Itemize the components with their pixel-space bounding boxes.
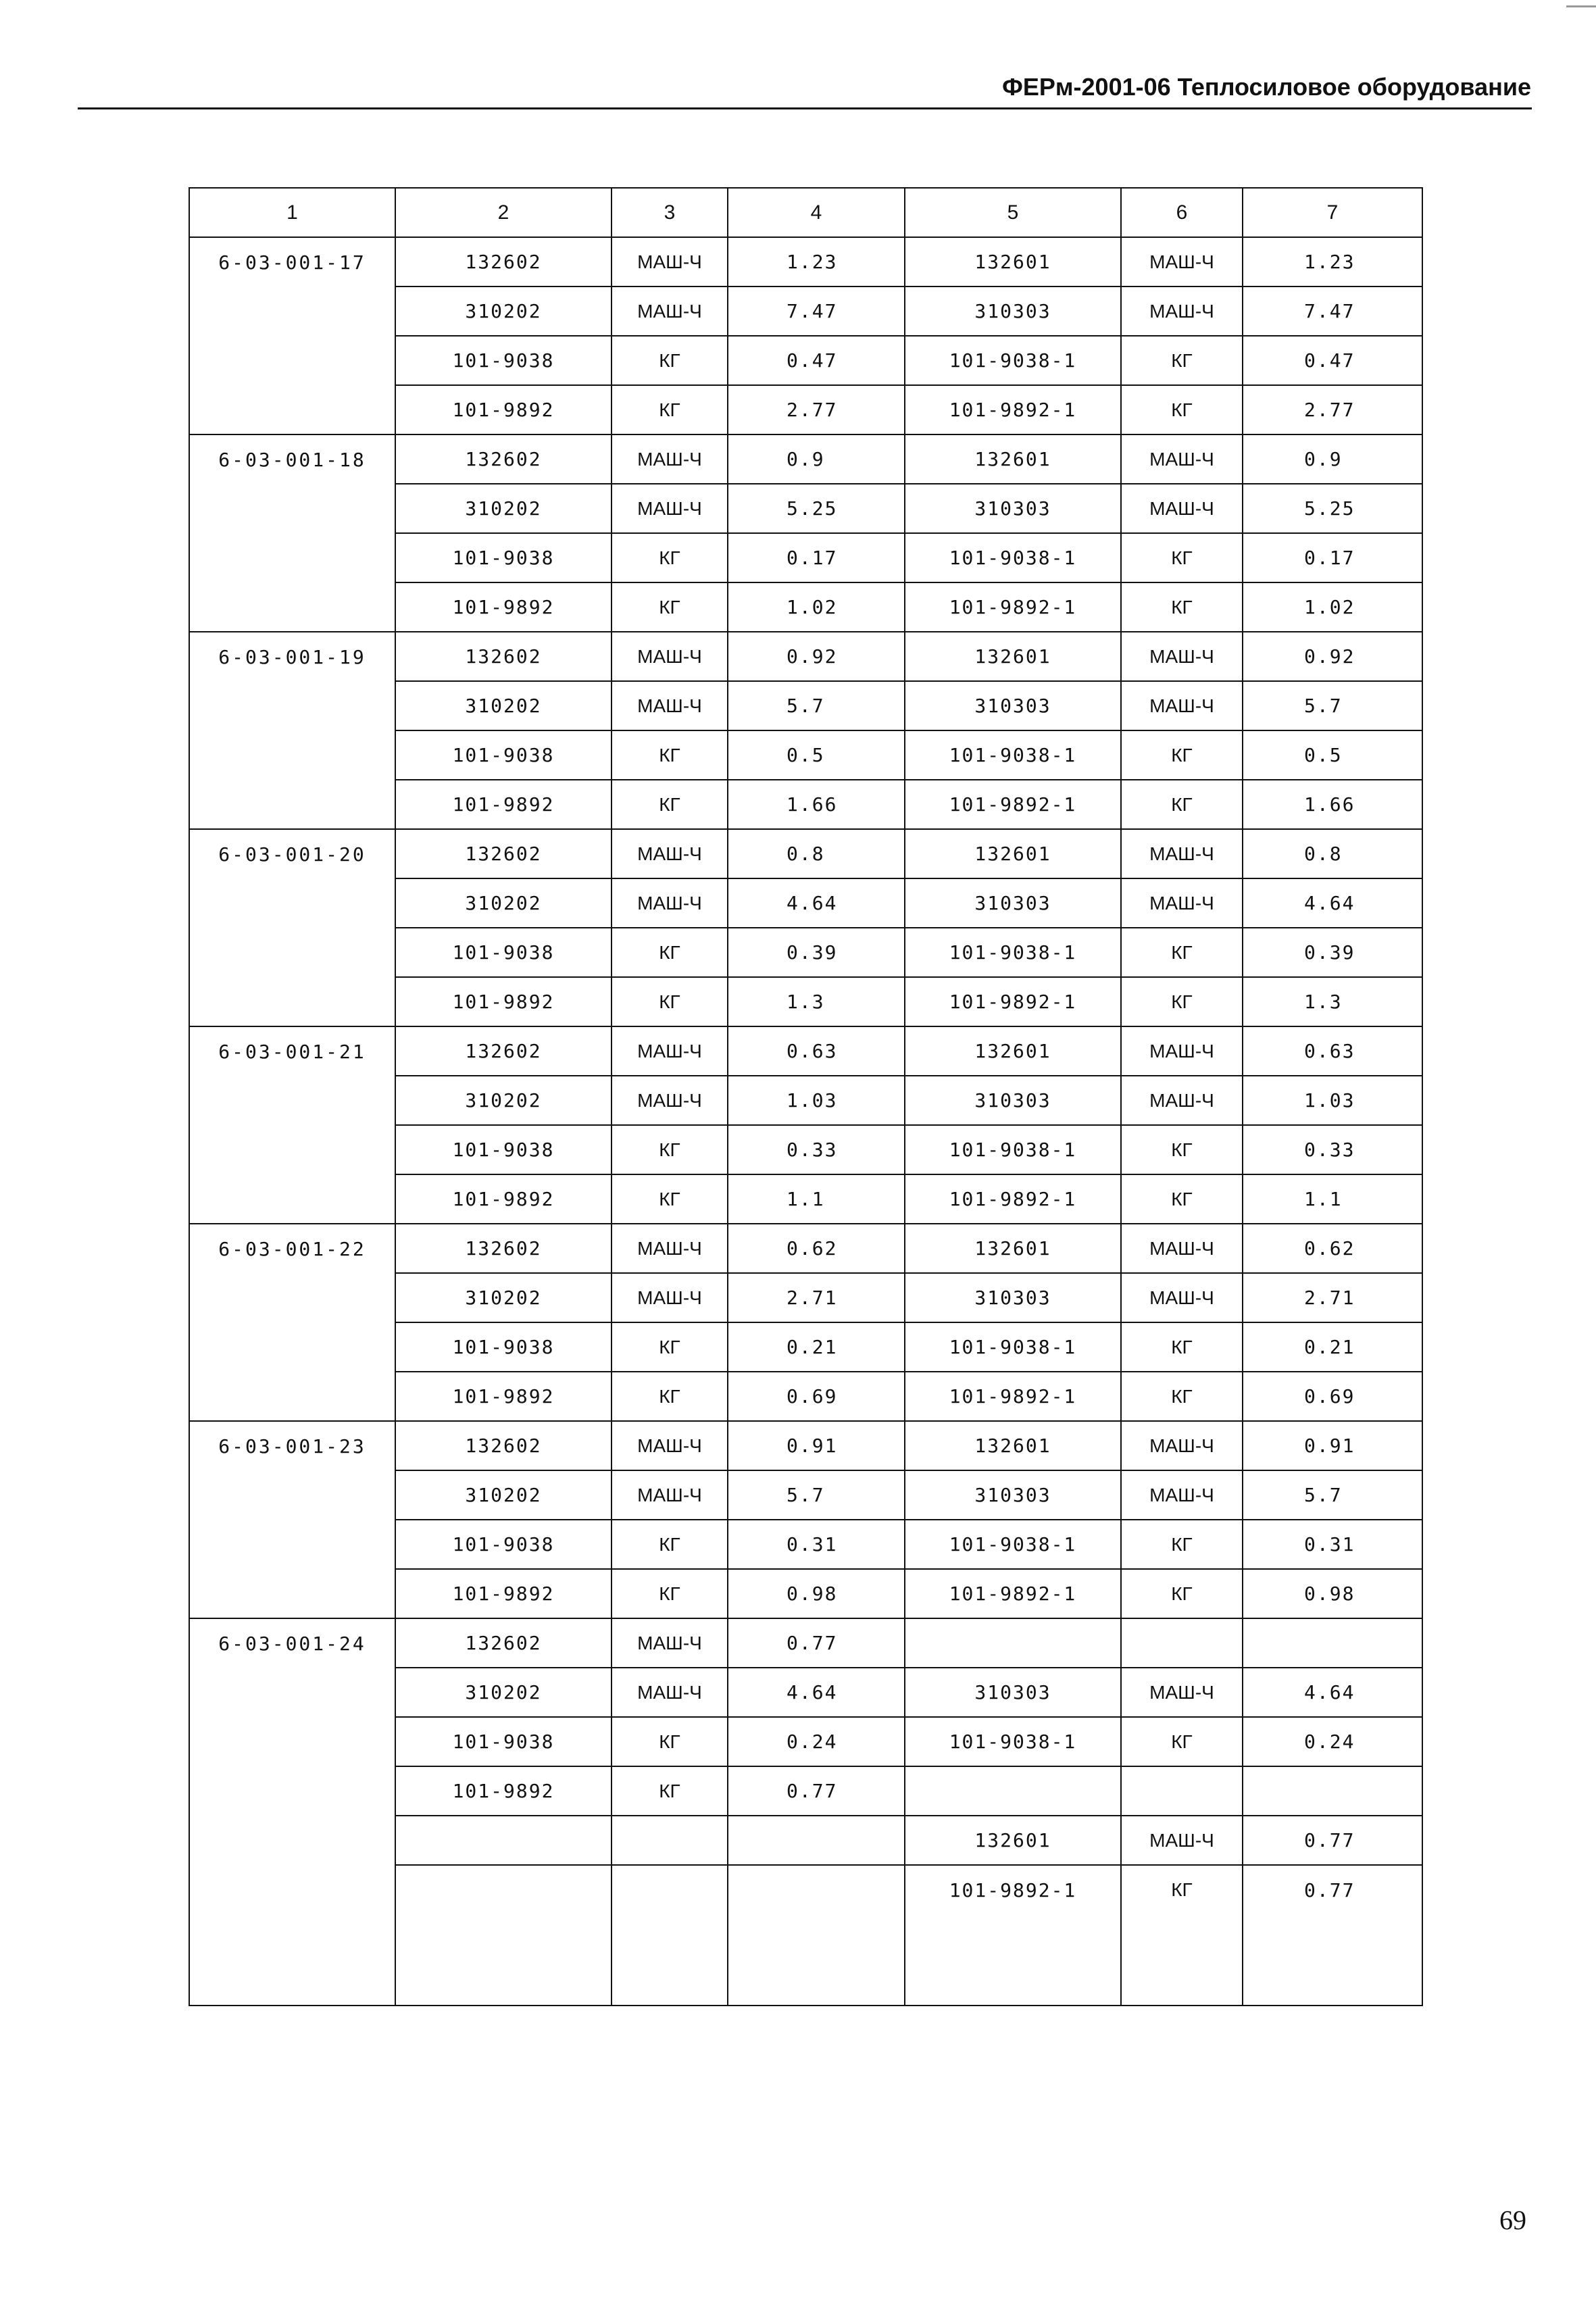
replacement-quantity-cell: 4.64 [1243,1668,1422,1717]
replacement-unit-cell: КГ [1121,385,1243,434]
replacement-code-cell: 310303 [905,1470,1121,1520]
unit-cell: МАШ-Ч [612,434,728,484]
replacement-unit-cell: МАШ-Ч [1121,681,1243,730]
column-header: 1 [189,188,395,237]
resource-code-cell: 132602 [395,1618,612,1668]
replacement-quantity-cell: 1.1 [1243,1174,1422,1224]
quantity-cell: 0.47 [728,336,905,385]
unit-cell: КГ [612,1520,728,1569]
quantity-cell: 0.91 [728,1421,905,1470]
table-header-row [189,188,1422,237]
norm-code: 6-03-001-23 [189,1421,395,1618]
resource-code-cell: 310202 [395,878,612,928]
resource-code-cell: 310202 [395,1470,612,1520]
unit-cell: МАШ-Ч [612,1421,728,1470]
table-row [189,1618,1422,1668]
resource-code-cell: 101-9038 [395,1520,612,1569]
replacement-quantity-cell: 0.17 [1243,533,1422,582]
resource-code-cell: 310202 [395,681,612,730]
column-header: 3 [612,188,728,237]
quantity-cell: 1.66 [728,780,905,829]
column-header: 2 [395,188,612,237]
replacement-quantity-cell: 0.21 [1243,1322,1422,1372]
norms-table [189,187,1423,2006]
resource-code-cell: 101-9892 [395,1766,612,1816]
resource-code-cell: 101-9892 [395,1569,612,1618]
replacement-unit-cell: КГ [1121,1322,1243,1372]
quantity-cell: 0.8 [728,829,905,878]
replacement-code-cell: 101-9892-1 [905,1372,1121,1421]
quantity-cell: 0.33 [728,1125,905,1174]
unit-cell: КГ [612,533,728,582]
resource-code-cell: 101-9038 [395,730,612,780]
unit-cell: КГ [612,336,728,385]
unit-cell: КГ [612,1322,728,1372]
page-header-title: ФЕРм-2001-06 Теплосиловое оборудование [1002,73,1531,101]
quantity-cell [728,1865,905,2006]
quantity-cell: 0.98 [728,1569,905,1618]
replacement-unit-cell [1121,1618,1243,1668]
replacement-unit-cell: МАШ-Ч [1121,1816,1243,1865]
replacement-code-cell: 310303 [905,681,1121,730]
replacement-unit-cell: КГ [1121,730,1243,780]
replacement-unit-cell: КГ [1121,780,1243,829]
resource-code-cell: 132602 [395,632,612,681]
replacement-code-cell: 101-9038-1 [905,1125,1121,1174]
table-row [189,1224,1422,1273]
quantity-cell: 0.92 [728,632,905,681]
replacement-unit-cell: МАШ-Ч [1121,1668,1243,1717]
replacement-code-cell: 132601 [905,829,1121,878]
replacement-code-cell: 132601 [905,1026,1121,1076]
quantity-cell: 0.9 [728,434,905,484]
replacement-quantity-cell [1243,1766,1422,1816]
resource-code-cell: 132602 [395,237,612,287]
resource-code-cell: 101-9892 [395,977,612,1026]
resource-code-cell: 310202 [395,484,612,533]
replacement-code-cell: 101-9038-1 [905,730,1121,780]
resource-code-cell: 310202 [395,1076,612,1125]
resource-code-cell: 101-9038 [395,928,612,977]
unit-cell: МАШ-Ч [612,878,728,928]
unit-cell: МАШ-Ч [612,829,728,878]
replacement-unit-cell: МАШ-Ч [1121,434,1243,484]
resource-code-cell: 310202 [395,1273,612,1322]
quantity-cell: 0.24 [728,1717,905,1766]
unit-cell: МАШ-Ч [612,1618,728,1668]
replacement-code-cell: 101-9892-1 [905,1865,1121,2006]
norm-code: 6-03-001-24 [189,1618,395,2006]
replacement-code-cell: 101-9892-1 [905,977,1121,1026]
column-header: 6 [1121,188,1243,237]
quantity-cell: 0.63 [728,1026,905,1076]
unit-cell: КГ [612,1717,728,1766]
unit-cell: КГ [612,1766,728,1816]
replacement-code-cell: 132601 [905,1224,1121,1273]
unit-cell: МАШ-Ч [612,1076,728,1125]
unit-cell: КГ [612,1372,728,1421]
replacement-quantity-cell: 4.64 [1243,878,1422,928]
replacement-unit-cell: КГ [1121,1174,1243,1224]
column-header: 5 [905,188,1121,237]
replacement-code-cell: 101-9038-1 [905,533,1121,582]
replacement-unit-cell: КГ [1121,928,1243,977]
unit-cell: МАШ-Ч [612,1470,728,1520]
replacement-unit-cell: МАШ-Ч [1121,1076,1243,1125]
unit-cell [612,1816,728,1865]
resource-code-cell: 132602 [395,434,612,484]
replacement-code-cell: 101-9892-1 [905,385,1121,434]
replacement-unit-cell: КГ [1121,336,1243,385]
replacement-quantity-cell: 0.8 [1243,829,1422,878]
resource-code-cell: 132602 [395,1026,612,1076]
resource-code-cell: 310202 [395,287,612,336]
replacement-code-cell: 132601 [905,237,1121,287]
resource-code-cell: 101-9038 [395,1717,612,1766]
column-header: 4 [728,188,905,237]
resource-code-cell: 101-9038 [395,336,612,385]
replacement-code-cell: 132601 [905,632,1121,681]
quantity-cell: 0.31 [728,1520,905,1569]
replacement-quantity-cell: 0.69 [1243,1372,1422,1421]
quantity-cell: 1.03 [728,1076,905,1125]
page-number: 69 [1499,2205,1526,2235]
resource-code-cell: 101-9038 [395,533,612,582]
norm-code: 6-03-001-18 [189,434,395,632]
unit-cell [612,1865,728,2006]
table-row [189,434,1422,484]
replacement-code-cell: 310303 [905,1273,1121,1322]
quantity-cell: 4.64 [728,878,905,928]
quantity-cell: 0.39 [728,928,905,977]
table-row [189,632,1422,681]
quantity-cell: 1.02 [728,582,905,632]
replacement-code-cell: 101-9038-1 [905,1717,1121,1766]
resource-code-cell: 101-9892 [395,780,612,829]
table-row [189,1026,1422,1076]
replacement-unit-cell: КГ [1121,1717,1243,1766]
resource-code-cell: 101-9892 [395,1174,612,1224]
replacement-unit-cell [1121,1766,1243,1816]
replacement-unit-cell: МАШ-Ч [1121,1470,1243,1520]
replacement-quantity-cell: 0.63 [1243,1026,1422,1076]
replacement-quantity-cell: 5.7 [1243,681,1422,730]
replacement-quantity-cell: 0.39 [1243,928,1422,977]
quantity-cell: 1.23 [728,237,905,287]
table-row [189,1421,1422,1470]
unit-cell: КГ [612,977,728,1026]
replacement-quantity-cell: 7.47 [1243,287,1422,336]
replacement-quantity-cell: 0.9 [1243,434,1422,484]
replacement-quantity-cell: 0.77 [1243,1865,1422,2006]
replacement-unit-cell: МАШ-Ч [1121,632,1243,681]
replacement-code-cell: 101-9038-1 [905,928,1121,977]
quantity-cell: 5.7 [728,1470,905,1520]
replacement-unit-cell: МАШ-Ч [1121,237,1243,287]
unit-cell: КГ [612,1125,728,1174]
replacement-code-cell: 101-9038-1 [905,336,1121,385]
unit-cell: КГ [612,582,728,632]
replacement-quantity-cell: 5.7 [1243,1470,1422,1520]
replacement-code-cell: 132601 [905,1816,1121,1865]
norm-code: 6-03-001-21 [189,1026,395,1224]
replacement-quantity-cell: 0.77 [1243,1816,1422,1865]
replacement-quantity-cell: 5.25 [1243,484,1422,533]
replacement-quantity-cell: 1.66 [1243,780,1422,829]
quantity-cell: 2.77 [728,385,905,434]
replacement-quantity-cell: 0.62 [1243,1224,1422,1273]
table-row [189,237,1422,287]
replacement-code-cell: 310303 [905,287,1121,336]
quantity-cell: 1.1 [728,1174,905,1224]
replacement-code-cell: 101-9892-1 [905,582,1121,632]
quantity-cell: 1.3 [728,977,905,1026]
replacement-quantity-cell: 0.91 [1243,1421,1422,1470]
replacement-quantity-cell: 0.5 [1243,730,1422,780]
quantity-cell: 0.77 [728,1766,905,1816]
replacement-unit-cell: КГ [1121,1372,1243,1421]
unit-cell: КГ [612,730,728,780]
replacement-code-cell [905,1618,1121,1668]
resource-code-cell [395,1816,612,1865]
resource-code-cell [395,1865,612,2006]
quantity-cell: 5.7 [728,681,905,730]
replacement-unit-cell: МАШ-Ч [1121,1421,1243,1470]
replacement-quantity-cell: 2.77 [1243,385,1422,434]
replacement-code-cell: 101-9892-1 [905,1174,1121,1224]
replacement-quantity-cell: 2.71 [1243,1273,1422,1322]
unit-cell: МАШ-Ч [612,1273,728,1322]
unit-cell: МАШ-Ч [612,632,728,681]
replacement-unit-cell: МАШ-Ч [1121,1273,1243,1322]
table-row [189,829,1422,878]
replacement-unit-cell: КГ [1121,1865,1243,2006]
quantity-cell: 0.21 [728,1322,905,1372]
replacement-unit-cell: МАШ-Ч [1121,1026,1243,1076]
replacement-unit-cell: МАШ-Ч [1121,484,1243,533]
quantity-cell: 4.64 [728,1668,905,1717]
unit-cell: МАШ-Ч [612,237,728,287]
column-header: 7 [1243,188,1422,237]
replacement-code-cell: 101-9038-1 [905,1520,1121,1569]
replacement-code-cell: 310303 [905,1668,1121,1717]
scan-corner-mark [1566,5,1596,7]
replacement-quantity-cell [1243,1618,1422,1668]
resource-code-cell: 101-9892 [395,582,612,632]
resource-code-cell: 101-9892 [395,1372,612,1421]
norm-code: 6-03-001-20 [189,829,395,1026]
replacement-code-cell: 132601 [905,1421,1121,1470]
replacement-quantity-cell: 1.02 [1243,582,1422,632]
replacement-quantity-cell: 0.47 [1243,336,1422,385]
replacement-quantity-cell: 1.03 [1243,1076,1422,1125]
replacement-quantity-cell: 0.92 [1243,632,1422,681]
quantity-cell: 7.47 [728,287,905,336]
replacement-quantity-cell: 0.31 [1243,1520,1422,1569]
unit-cell: МАШ-Ч [612,1668,728,1717]
quantity-cell: 5.25 [728,484,905,533]
replacement-quantity-cell: 0.98 [1243,1569,1422,1618]
replacement-quantity-cell: 1.3 [1243,977,1422,1026]
unit-cell: КГ [612,928,728,977]
quantity-cell: 0.69 [728,1372,905,1421]
resource-code-cell: 101-9038 [395,1125,612,1174]
quantity-cell: 0.5 [728,730,905,780]
replacement-unit-cell: МАШ-Ч [1121,1224,1243,1273]
replacement-unit-cell: КГ [1121,582,1243,632]
replacement-code-cell: 310303 [905,484,1121,533]
unit-cell: МАШ-Ч [612,287,728,336]
replacement-quantity-cell: 0.33 [1243,1125,1422,1174]
replacement-unit-cell: КГ [1121,533,1243,582]
unit-cell: МАШ-Ч [612,681,728,730]
resource-code-cell: 132602 [395,829,612,878]
resource-code-cell: 132602 [395,1224,612,1273]
replacement-unit-cell: КГ [1121,1125,1243,1174]
header-divider [78,107,1532,109]
unit-cell: КГ [612,385,728,434]
replacement-code-cell: 132601 [905,434,1121,484]
quantity-cell: 0.77 [728,1618,905,1668]
replacement-quantity-cell: 1.23 [1243,237,1422,287]
quantity-cell: 2.71 [728,1273,905,1322]
replacement-unit-cell: КГ [1121,1569,1243,1618]
unit-cell: МАШ-Ч [612,1026,728,1076]
quantity-cell: 0.17 [728,533,905,582]
replacement-code-cell: 101-9892-1 [905,780,1121,829]
resource-code-cell: 101-9038 [395,1322,612,1372]
replacement-unit-cell: МАШ-Ч [1121,287,1243,336]
unit-cell: МАШ-Ч [612,1224,728,1273]
unit-cell: МАШ-Ч [612,484,728,533]
norm-code: 6-03-001-19 [189,632,395,829]
replacement-unit-cell: МАШ-Ч [1121,829,1243,878]
replacement-code-cell: 101-9892-1 [905,1569,1121,1618]
replacement-code-cell: 310303 [905,1076,1121,1125]
resource-code-cell: 101-9892 [395,385,612,434]
replacement-code-cell: 101-9038-1 [905,1322,1121,1372]
unit-cell: КГ [612,780,728,829]
replacement-unit-cell: МАШ-Ч [1121,878,1243,928]
replacement-unit-cell: КГ [1121,977,1243,1026]
replacement-unit-cell: КГ [1121,1520,1243,1569]
quantity-cell [728,1816,905,1865]
resource-code-cell: 132602 [395,1421,612,1470]
unit-cell: КГ [612,1174,728,1224]
norm-code: 6-03-001-22 [189,1224,395,1421]
quantity-cell: 0.62 [728,1224,905,1273]
unit-cell: КГ [612,1569,728,1618]
replacement-code-cell [905,1766,1121,1816]
norm-code: 6-03-001-17 [189,237,395,434]
replacement-quantity-cell: 0.24 [1243,1717,1422,1766]
resource-code-cell: 310202 [395,1668,612,1717]
replacement-code-cell: 310303 [905,878,1121,928]
